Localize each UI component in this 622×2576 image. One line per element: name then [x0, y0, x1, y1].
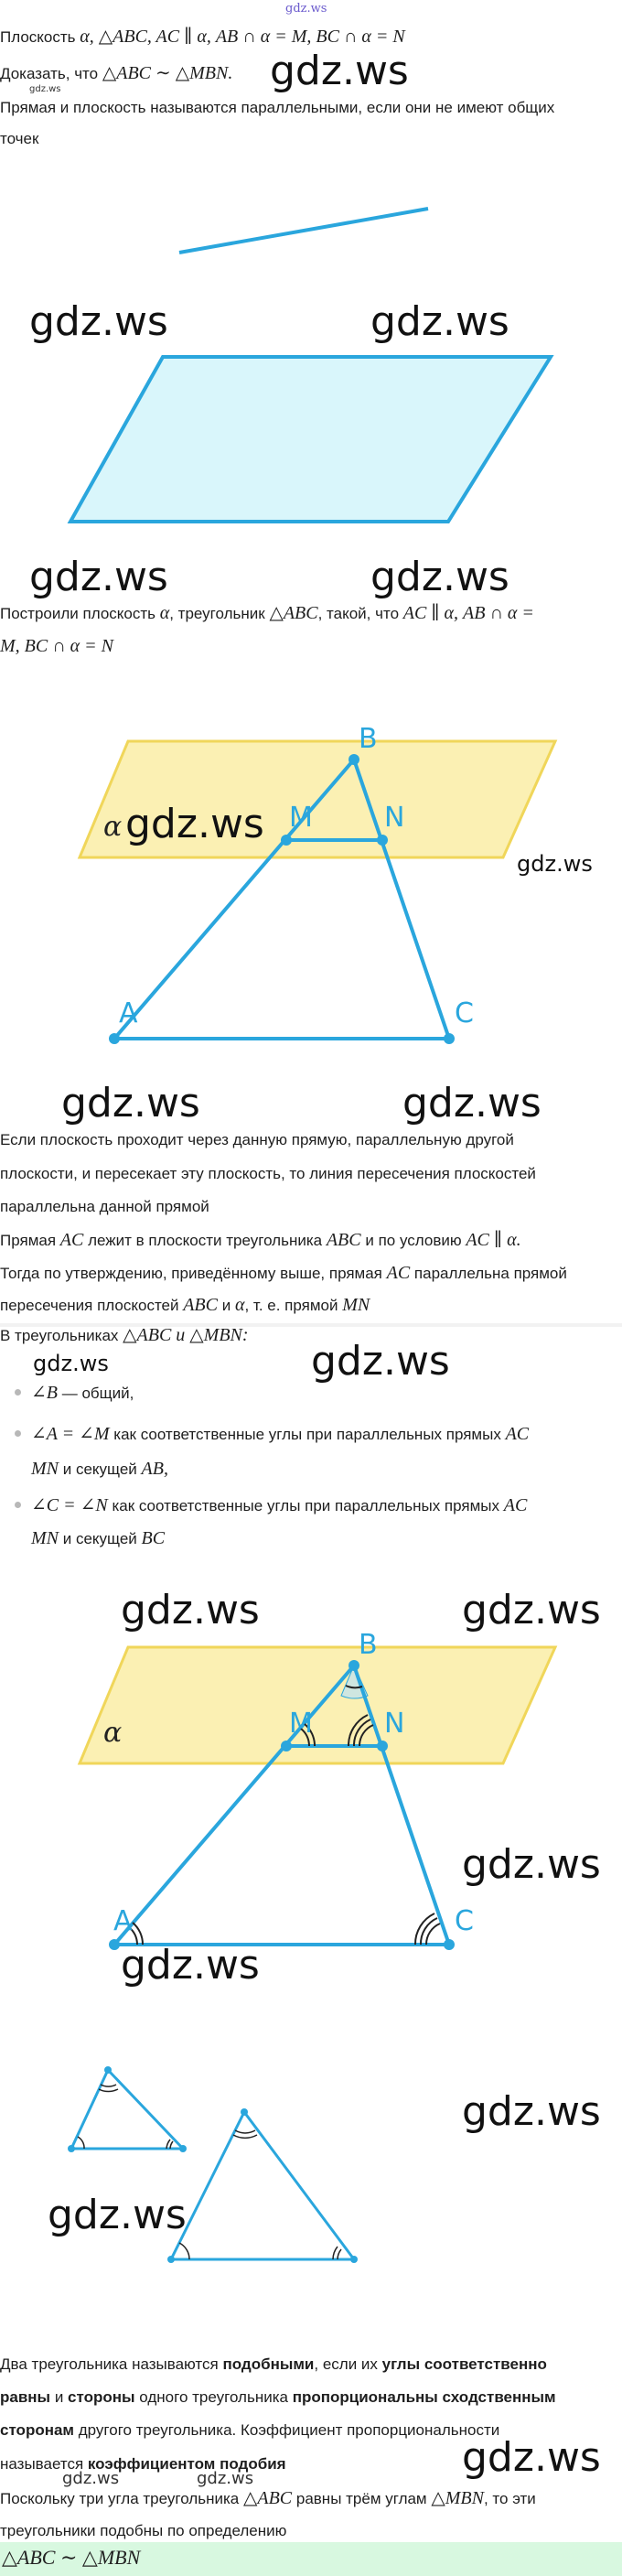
bullet2-line2-math: MN: [31, 1459, 59, 1479]
bullet1-text: — общий,: [61, 1385, 134, 1402]
given-label: Плоскость: [0, 28, 76, 46]
label-n: N: [384, 1708, 405, 1740]
watermark: gdz.ws: [402, 1080, 542, 1126]
similar-bold: подобными: [222, 2355, 315, 2373]
built-math3: AC ∥ α, AB ∩ α =: [402, 603, 534, 623]
small-vertex: [68, 2145, 75, 2152]
plane-shape: [70, 357, 551, 522]
bullet3-line2-math2: BC: [141, 1528, 166, 1548]
label-m: M: [289, 1708, 313, 1740]
label-alpha: α: [103, 811, 123, 843]
parallel-line: [179, 209, 428, 253]
similar-bold: пропорциональны сходственным: [292, 2388, 556, 2406]
similar-line3: [0, 2414, 499, 2447]
watermark: gdz.ws: [517, 851, 593, 877]
watermark: gdz.ws: [33, 1351, 109, 1376]
intersection-math3: MN: [342, 1295, 370, 1315]
built-text3: , такой, что: [317, 605, 400, 622]
bullet1-math: ∠B: [31, 1383, 58, 1403]
theorem-line1: Если плоскость проходит через данную прямую, параллельную другой: [0, 1131, 514, 1148]
watermark: gdz.ws: [370, 554, 509, 600]
intersection-math2: α: [234, 1295, 245, 1315]
bullet3-line1: [31, 1489, 527, 1523]
given-math: α, △ABC, AC ∥ α, AB ∩ α = M, BC ∩ α = N: [80, 27, 405, 47]
prove-label: Доказать, что: [0, 65, 99, 82]
watermark: gdz.ws: [121, 1942, 260, 1989]
watermark: gdz.ws: [125, 801, 264, 847]
line-ac-math3: AC ∥ α.: [466, 1230, 521, 1250]
def-parallel-line1: Прямая и плоскость называются параллельными, если они не имеют общих: [0, 99, 555, 116]
similar-line2: [0, 2381, 556, 2414]
label-b: B: [359, 723, 378, 755]
similar-text: называется: [0, 2455, 84, 2473]
built-text2: , треугольник: [169, 605, 265, 622]
then-text1: Тогда по утверждению, приведённому выше, прямая: [0, 1265, 382, 1282]
theorem-line2: плоскости, и пересекает эту плоскость, то линия пересечения плоскостей: [0, 1165, 536, 1182]
triangle-plane-diagram-1: [0, 723, 622, 1089]
similar-bold: коэффициентом подобия: [87, 2455, 286, 2473]
small-triangle: [71, 2070, 183, 2149]
point-n: [377, 835, 388, 846]
three-angles-text1: Поскольку три угла треугольника: [0, 2490, 240, 2507]
watermark: gdz.ws: [29, 554, 168, 600]
large-angle-left: [179, 2243, 189, 2259]
intersection-text1: пересечения плоскостей: [0, 1297, 179, 1314]
label-b: B: [359, 1629, 378, 1661]
line-plane-diagram: [0, 183, 622, 586]
theorem-line3: параллельна данной прямой: [0, 1198, 209, 1215]
label-c: C: [455, 1905, 474, 1937]
point-a: [109, 1033, 120, 1044]
bullet3-text: как соответственные углы при параллельных прямых: [112, 1497, 500, 1514]
large-vertex: [167, 2256, 175, 2263]
header-logo[interactable]: gdz.ws: [285, 2, 327, 16]
in-triangles-line: [0, 1321, 249, 1350]
watermark: gdz.ws: [370, 298, 509, 345]
similar-text: Два треугольника называются: [0, 2355, 219, 2373]
intersection-statement: [0, 1288, 370, 1322]
prove-math: △ABC ∼ △MBN.: [102, 63, 233, 83]
triangle-plane-diagram-2: [0, 1629, 622, 1958]
three-angles-text2: равны трём углам: [295, 2490, 427, 2507]
small-vertex: [179, 2145, 187, 2152]
large-angle-right: [333, 2247, 338, 2259]
bullet3-line2-math: MN: [31, 1528, 59, 1548]
point-n: [377, 1741, 388, 1751]
angle-c-mark: [426, 1924, 440, 1945]
similar-bold: углы соответственно: [381, 2355, 547, 2373]
point-a: [109, 1939, 120, 1950]
small-watermark: gdz.ws: [62, 2469, 120, 2488]
bullet-marker: [15, 1430, 21, 1437]
built-text1: Построили плоскость: [0, 605, 156, 622]
label-a: A: [119, 997, 138, 1029]
bullet1: [31, 1376, 134, 1410]
point-m: [281, 1741, 292, 1751]
bullet2-line2-math2: AB,: [141, 1459, 168, 1479]
watermark: gdz.ws: [270, 48, 409, 94]
bullet3-math2: AC: [503, 1495, 528, 1515]
intersection-text2: и: [221, 1297, 231, 1314]
bullet2-math: ∠A = ∠M: [31, 1424, 110, 1444]
three-angles-math2: △MBN: [431, 2488, 484, 2508]
similar-triangles-diagram: [0, 2050, 622, 2288]
built-line2: [0, 630, 113, 663]
point-c: [444, 1033, 455, 1044]
bullet3-line2-text: и секущей: [62, 1530, 137, 1547]
line-ac-statement: [0, 1223, 521, 1257]
point-c: [444, 1939, 455, 1950]
watermark: gdz.ws: [61, 1080, 200, 1126]
label-a: A: [113, 1905, 133, 1937]
bullet-marker: [15, 1502, 21, 1508]
three-angles-line1: [0, 2482, 536, 2516]
small-vertex: [104, 2066, 112, 2074]
similar-bold: стороны: [68, 2388, 135, 2406]
bullet2-text: как соответственные углы при параллельных прямых: [113, 1426, 501, 1443]
bullet2-line2: [31, 1452, 168, 1486]
line-ac-math2: ABC: [326, 1230, 361, 1250]
similar-text: , если их: [314, 2355, 378, 2373]
similar-bold: сторонам: [0, 2421, 75, 2439]
line-ac-text3: и по условию: [365, 1232, 462, 1249]
bullet-marker: [15, 1389, 21, 1396]
label-c: C: [455, 997, 474, 1029]
large-angle-right: [338, 2249, 341, 2259]
watermark: gdz.ws: [462, 1841, 601, 1888]
similar-bold: равны: [0, 2388, 51, 2406]
watermark: gdz.ws: [462, 2088, 601, 2135]
large-angle-top: [233, 2135, 257, 2138]
watermark: gdz.ws: [29, 298, 168, 345]
similar-text: другого треугольника. Коэффициент пропорциональности: [78, 2421, 500, 2439]
intersection-text3: , т. е. прямой: [244, 1297, 338, 1314]
similar-text: одного треугольника: [139, 2388, 288, 2406]
small-watermark: gdz.ws: [29, 84, 61, 94]
three-angles-text3: , то эти: [483, 2490, 536, 2507]
three-angles-math1: △ABC: [242, 2488, 293, 2508]
bullet3-line2: [31, 1522, 165, 1556]
small-angle-top: [101, 2085, 116, 2086]
line-ac-text2: лежит в плоскости треугольника: [88, 1232, 323, 1249]
line-ac-text1: Прямая: [0, 1232, 57, 1249]
point-b: [349, 1660, 359, 1671]
large-triangle: [171, 2112, 354, 2259]
bullet2-math2: AC: [505, 1424, 530, 1444]
small-angle-left: [78, 2137, 84, 2149]
watermark: gdz.ws: [121, 1587, 260, 1633]
similar-text: и: [54, 2388, 64, 2406]
label-n: N: [384, 802, 405, 834]
then-text2: параллельна прямой: [413, 1265, 567, 1282]
bullet3-math: ∠C = ∠N: [31, 1495, 108, 1515]
point-b: [349, 754, 359, 765]
label-alpha: α: [103, 1717, 123, 1749]
def-parallel-line2: точек: [0, 130, 39, 147]
large-vertex: [241, 2108, 248, 2116]
intersection-math1: ABC: [183, 1295, 218, 1315]
line-ac-math1: AC: [59, 1230, 84, 1250]
three-angles-line2: треугольники подобны по определению: [0, 2522, 287, 2539]
bullet2-line2-text: и секущей: [62, 1460, 137, 1478]
answer-box: [0, 2542, 622, 2576]
watermark: gdz.ws: [462, 1587, 601, 1633]
built-math1: α: [159, 603, 170, 623]
watermark: gdz.ws: [48, 2192, 187, 2238]
in-triangles-text: В треугольниках: [0, 1327, 119, 1344]
label-m: M: [289, 802, 313, 834]
then-math1: AC: [386, 1263, 411, 1283]
in-triangles-math: △ABC и △MBN:: [123, 1325, 249, 1345]
answer-math: △ABC ∼ △MBN: [2, 2546, 141, 2569]
built-line2-math: M, BC ∩ α = N: [0, 636, 113, 656]
built-math2: △ABC: [269, 603, 318, 623]
point-m: [281, 835, 292, 846]
large-vertex: [350, 2256, 358, 2263]
watermark: gdz.ws: [311, 1338, 450, 1385]
bullet2-line1: [31, 1417, 529, 1451]
small-angle-top: [99, 2089, 118, 2092]
small-watermark: gdz.ws: [197, 2469, 254, 2488]
then-statement: [0, 1256, 567, 1290]
similar-line1: [0, 2348, 547, 2381]
large-angle-top: [235, 2130, 255, 2133]
built-line1: [0, 597, 534, 631]
watermark: gdz.ws: [462, 2434, 601, 2481]
